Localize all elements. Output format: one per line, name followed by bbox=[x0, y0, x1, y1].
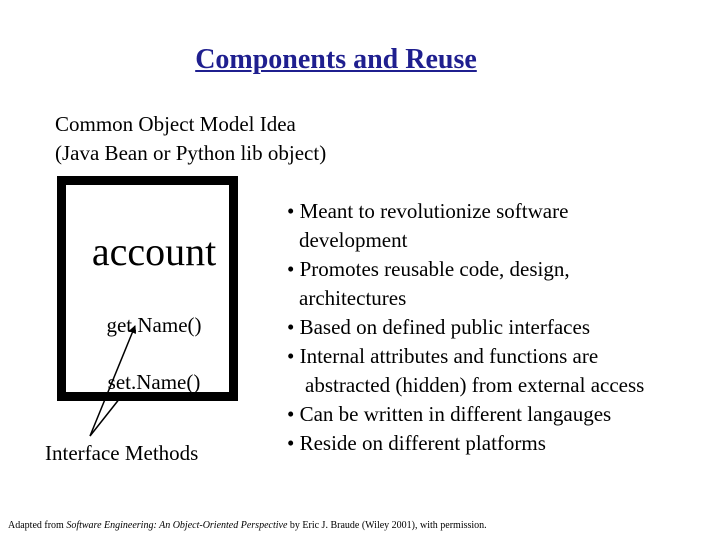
bullet-item bbox=[287, 313, 644, 342]
bullet-item bbox=[287, 400, 644, 429]
bullet-text: • Meant to revolutionize software bbox=[287, 199, 569, 223]
footnote-prefix: Adapted from bbox=[8, 520, 67, 531]
attribution-footnote bbox=[8, 520, 487, 531]
bullet-text: • Can be written in different langauges bbox=[287, 402, 612, 426]
bullet-list bbox=[287, 197, 644, 458]
arrow-to-set-name bbox=[90, 393, 124, 436]
footnote-suffix: by Eric J. Braude (Wiley 2001), with permission. bbox=[287, 520, 487, 531]
bullet-continuation: development bbox=[299, 228, 408, 252]
bullet-item bbox=[287, 197, 644, 255]
arrow-to-get-name bbox=[90, 326, 135, 436]
bullet-item bbox=[287, 429, 644, 458]
bullet-text: • Reside on different platforms bbox=[287, 431, 546, 455]
method-get-name: get.Name() bbox=[106, 313, 202, 337]
method-set-name: set.Name() bbox=[107, 370, 201, 394]
bullet-continuation: architectures bbox=[299, 286, 407, 310]
component-name: account bbox=[91, 229, 217, 274]
bullet-text: • Based on defined public interfaces bbox=[287, 315, 590, 339]
bullet-item bbox=[287, 342, 644, 400]
bullet-item bbox=[287, 255, 644, 313]
bullet-text: • Internal attributes and functions are bbox=[287, 344, 599, 368]
bullet-continuation: abstracted (hidden) from external access bbox=[305, 373, 645, 397]
footnote-book-title: Software Engineering: An Object-Oriented Perspective bbox=[66, 520, 288, 531]
bullet-text: • Promotes reusable code, design, bbox=[287, 257, 570, 281]
intro-line-2: (Java Bean or Python lib object) bbox=[55, 141, 327, 165]
interface-methods-caption: Interface Methods bbox=[45, 441, 199, 465]
intro-line-1: Common Object Model Idea bbox=[55, 112, 296, 136]
slide-title: Components and Reuse bbox=[195, 44, 477, 75]
